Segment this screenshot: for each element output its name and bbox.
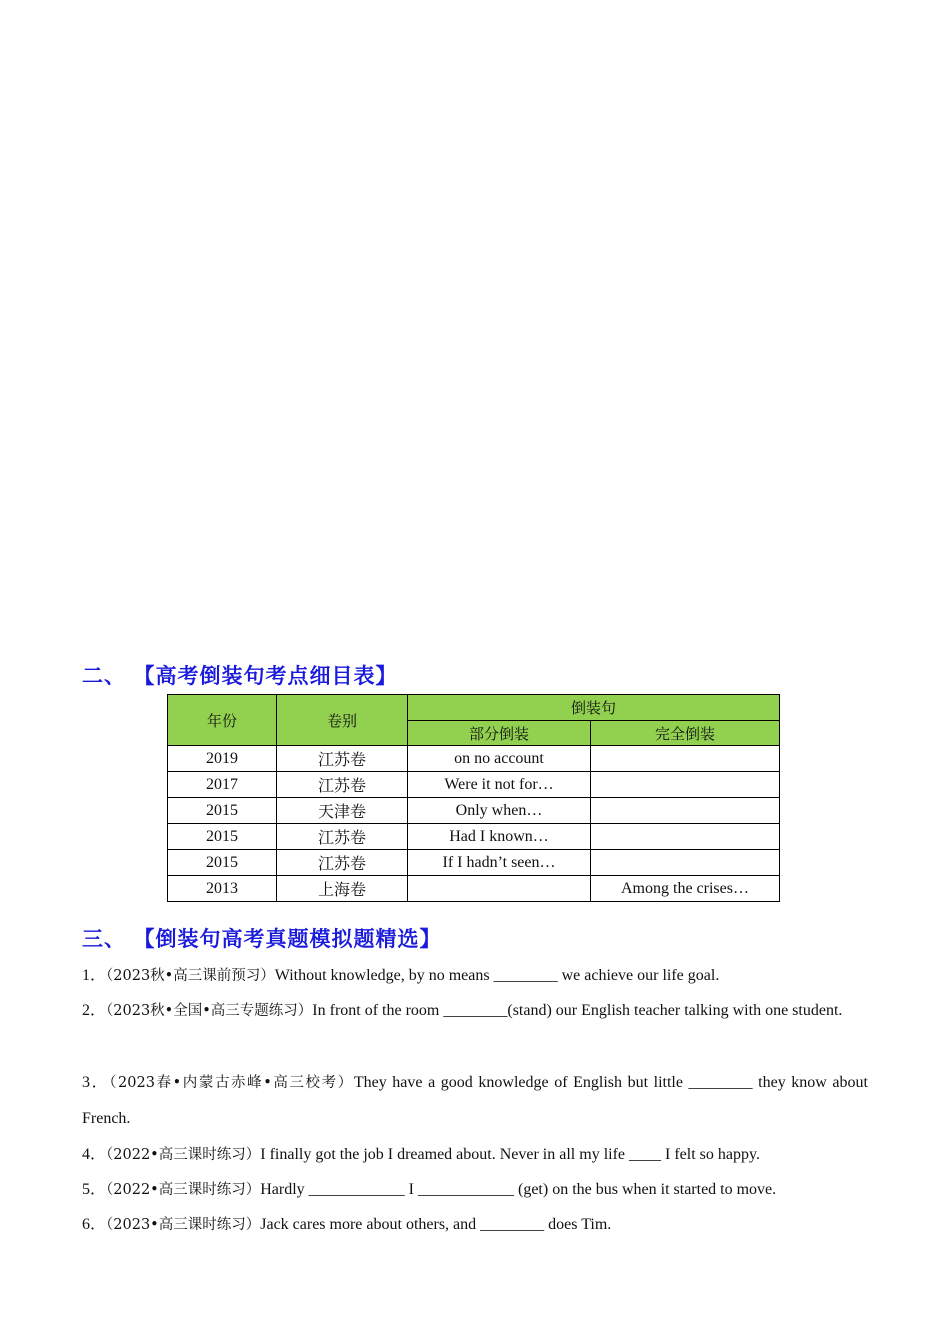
cell-year: 2019 [168,746,277,772]
section-3-heading [82,923,442,953]
question-source: （2023•高三课时练习） [106,1217,261,1233]
question-number: 3． [82,1074,110,1091]
question-text: I finally got the job I dreamed about. Never in all my life ____ I felt so happy. [260,1146,760,1163]
cell-full [591,772,780,798]
header-inversion: 倒装句 [408,695,780,721]
cell-paper: 江苏卷 [277,746,408,772]
cell-paper: 上海卷 [277,876,408,902]
question-text: Without knowledge, by no means ________ we achieve our life goal. [274,967,720,984]
question-source: （2023秋•全国•高三专题练习） [106,1003,313,1019]
cell-year: 2013 [168,876,277,902]
cell-full: Among the crises… [591,876,780,902]
table-row [168,824,780,850]
question-text: They have a good knowledge of English but little ________ they know about French. [82,1074,868,1127]
section-2-number: 二、 [82,664,126,688]
header-partial: 部分倒装 [408,721,591,746]
question-1 [82,958,868,994]
question-3 [82,1065,868,1137]
question-number: 6． [82,1216,107,1233]
section-3-title: 【倒装句高考真题模拟题精选】 [144,927,442,951]
cell-paper: 江苏卷 [277,850,408,876]
inversion-table [167,694,780,902]
question-number: 2． [82,1002,107,1019]
cell-year: 2015 [168,798,277,824]
cell-partial: If I hadn’t seen… [408,850,591,876]
cell-partial: on no account [408,746,591,772]
section-2-heading [82,660,398,690]
question-source: （2023春•内蒙古赤峰•高三校考） [109,1075,354,1091]
cell-year: 2017 [168,772,277,798]
cell-partial: Had I known… [408,824,591,850]
question-text: Hardly ____________ I ____________ (get) on the bus when it started to move. [260,1181,777,1198]
cell-partial [408,876,591,902]
section-2-title: 【高考倒装句考点细目表】 [144,664,398,688]
cell-full [591,850,780,876]
table-row [168,772,780,798]
header-year: 年份 [168,695,277,746]
question-number: 1． [82,967,107,984]
section-3-number: 三、 [82,927,126,951]
header-full: 完全倒装 [591,721,780,746]
question-text: In front of the room ________(stand) our English teacher talking with one student. [312,1002,843,1019]
cell-partial: Were it not for… [408,772,591,798]
question-source: （2022•高三课时练习） [106,1147,261,1163]
cell-year: 2015 [168,850,277,876]
cell-year: 2015 [168,824,277,850]
question-number: 5． [82,1181,107,1198]
question-text: Jack cares more about others, and ________ does Tim. [260,1216,612,1233]
question-6 [82,1207,868,1243]
question-4 [82,1137,868,1173]
cell-full [591,824,780,850]
cell-partial: Only when… [408,798,591,824]
table-row [168,876,780,902]
question-5 [82,1172,868,1208]
cell-paper: 天津卷 [277,798,408,824]
cell-paper: 江苏卷 [277,772,408,798]
question-source: （2023秋•高三课前预习） [106,968,275,984]
cell-full [591,798,780,824]
cell-full [591,746,780,772]
header-paper: 卷别 [277,695,408,746]
question-source: （2022•高三课时练习） [106,1182,261,1198]
table-row [168,746,780,772]
cell-paper: 江苏卷 [277,824,408,850]
table-row [168,798,780,824]
question-number: 4． [82,1146,107,1163]
table-row [168,850,780,876]
question-2 [82,993,868,1029]
